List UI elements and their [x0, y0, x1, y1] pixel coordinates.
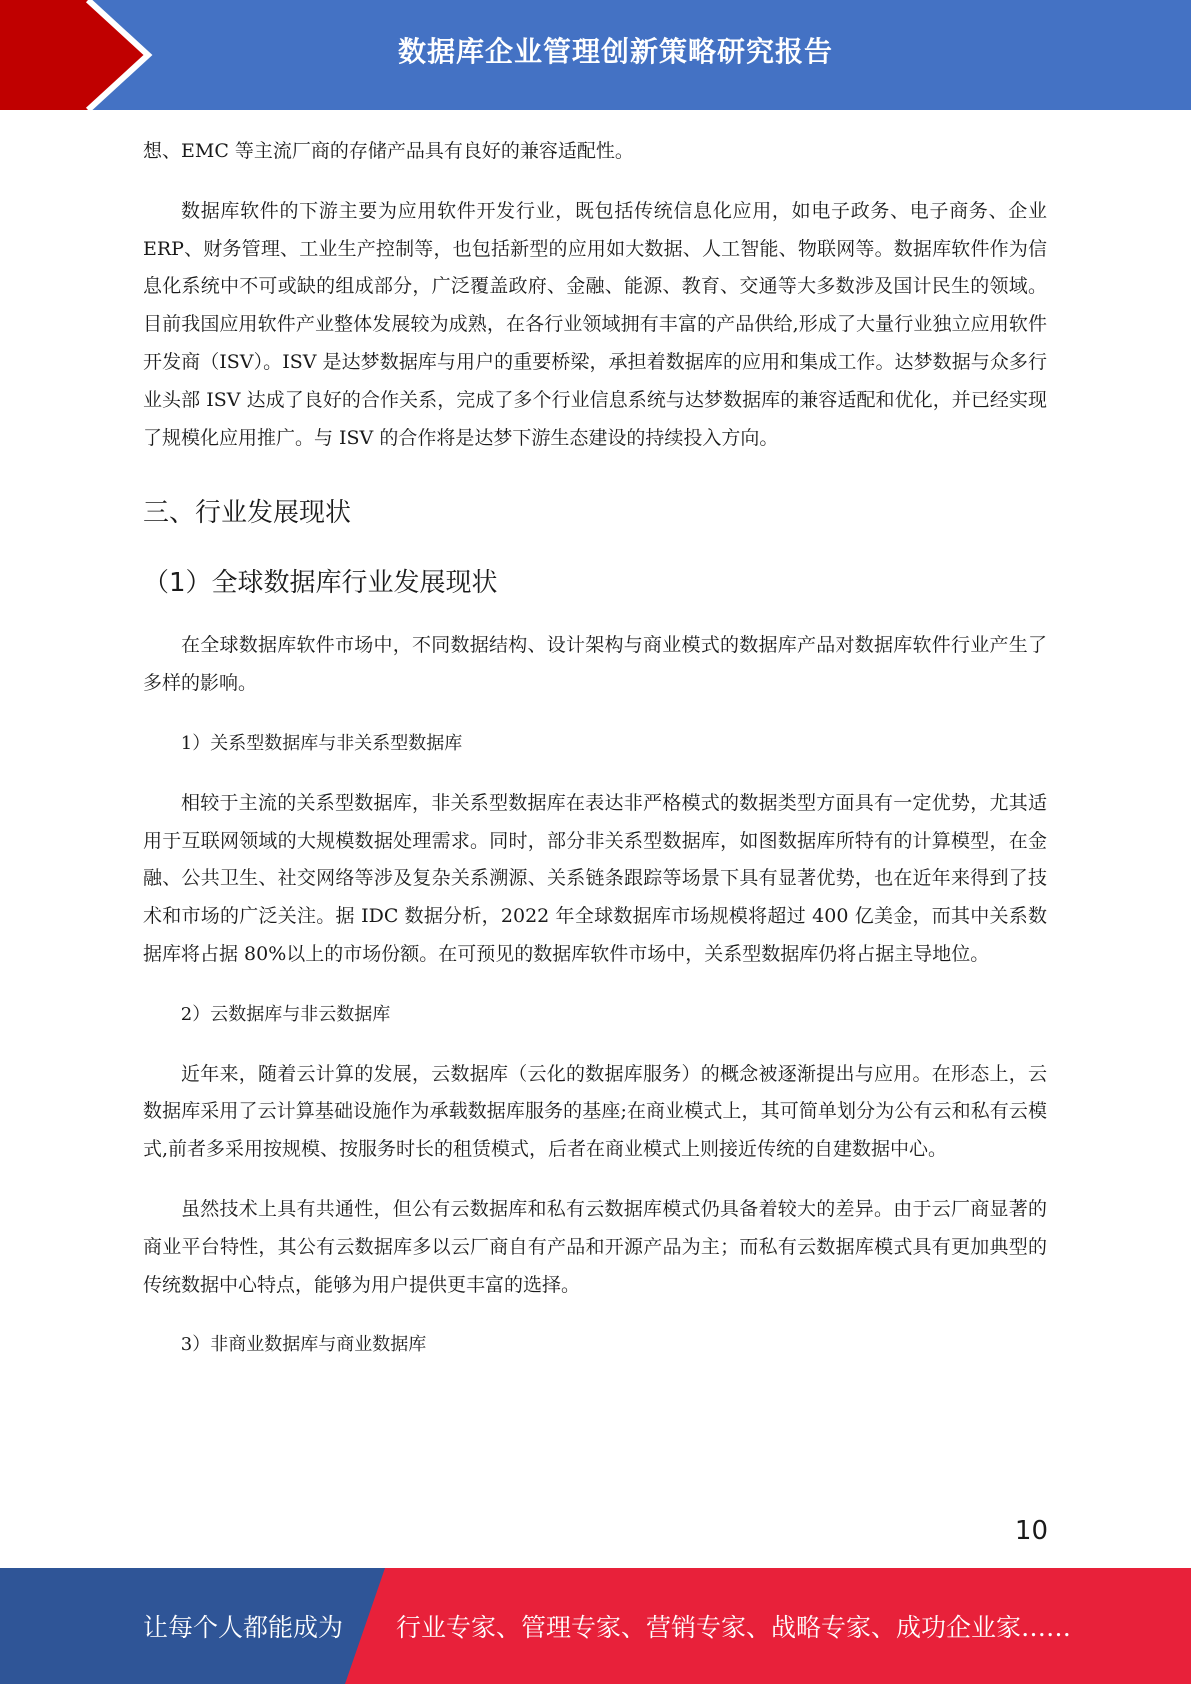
- page-footer: [0, 1568, 1191, 1684]
- subsection-heading: （1）全球数据库行业发展现状: [143, 568, 498, 599]
- footer-slogan-right: 行业专家、管理专家、营销专家、战略专家、成功企业家……: [396, 1613, 1072, 1642]
- paragraph-global-market: 在全球数据库软件市场中，不同数据结构、设计架构与商业模式的数据库产品对数据库软件行业产生了多样的影响。: [143, 634, 1047, 695]
- subitem-cloud: 2）云数据库与非云数据库: [180, 1003, 391, 1025]
- subitem-relational: 1）关系型数据库与非关系型数据库: [180, 732, 463, 754]
- paragraph-public-private-cloud: 虽然技术上具有共通性，但公有云数据库和私有云数据库模式仍具备着较大的差异。由于云厂商显著的商业平台特性，其公有云数据库多以云厂商自有产品和开源产品为主；而私有云数据库模式具有更加典型的传统数据中心特点，能够为用户提供更丰富的选择。: [143, 1197, 1047, 1296]
- subitem-commercial: 3）非商业数据库与商业数据库: [180, 1334, 427, 1356]
- document-title: 数据库企业管理创新策略研究报告: [397, 35, 833, 68]
- paragraph-relational: 相较于主流的关系型数据库，非关系型数据库在表达非严格模式的数据类型方面具有一定优势，尤其适用于互联网领域的大规模数据处理需求。同时，部分非关系型数据库，如图数据库所特有的计算模型，在金融、公共卫生、社交网络等涉及复杂关系溯源、关系链条跟踪等场景下具有显著优势，也在近年来得到了技术和市场的广泛关注。据 IDC 数据分析，2022 年全球数据库市场规模将超过 400 亿美金，而其中关系数据库将占据 80%以上的市场份额。在可预见的数据库软件市场中，关系型数据库仍将占据主导地位。: [143, 791, 1047, 965]
- footer-slogan-left: 让每个人都能成为: [143, 1613, 344, 1642]
- page-header: [0, 0, 1191, 110]
- page-number: 10: [1014, 1516, 1048, 1546]
- paragraph-continued: 想、EMC 等主流厂商的存储产品具有良好的兼容适配性。: [143, 140, 634, 162]
- section-heading: 三、行业发展现状: [143, 498, 352, 529]
- page-content: [143, 133, 1047, 1364]
- paragraph-cloud: 近年来，随着云计算的发展，云数据库（云化的数据库服务）的概念被逐渐提出与应用。在形态上，云数据库采用了云计算基础设施作为承载数据库服务的基座;在商业模式上，其可简单划分为公有云和私有云模式,前者多采用按规模、按服务时长的租赁模式，后者在商业模式上则接近传统的自建数据中心。: [143, 1062, 1047, 1161]
- paragraph-downstream: 数据库软件的下游主要为应用软件开发行业，既包括传统信息化应用，如电子政务、电子商务、企业 ERP、财务管理、工业生产控制等，也包括新型的应用如大数据、人工智能、物联网等。数据库软件作为信息化系统中不可或缺的组成部分，广泛覆盖政府、金融、能源、教育、交通等大多数涉及国计民生的领域。目前我国应用软件产业整体发展较为成熟，在各行业领域拥有丰富的产品供给,形成了大量行业独立应用软件开发商（ISV）。ISV 是达梦数据库与用户的重要桥梁，承担着数据库的应用和集成工作。达梦数据与众多行业头部 ISV 达成了良好的合作关系，完成了多个行业信息系统与达梦数据库的兼容适配和优化，并已经实现了规模化应用推广。与 ISV 的合作将是达梦下游生态建设的持续投入方向。: [143, 199, 1047, 449]
